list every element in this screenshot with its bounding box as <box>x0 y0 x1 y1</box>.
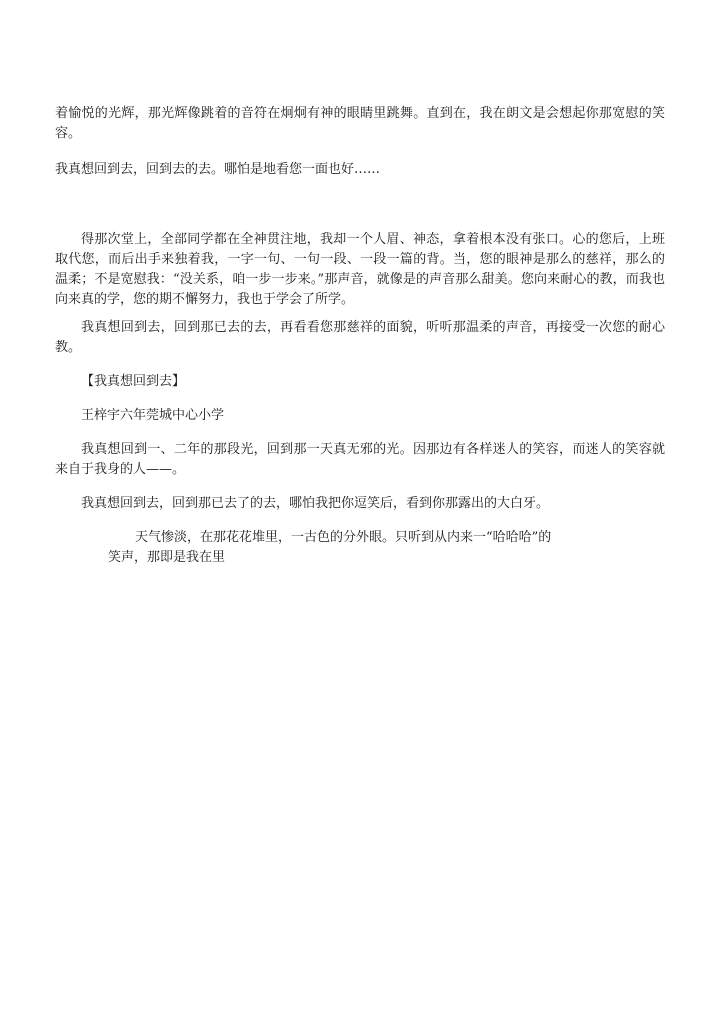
paragraph-2: 我真想回到去，回到去的去。哪怕是地看您一面也好…… <box>55 162 381 177</box>
author-line: 王梓宇六年莞城中心小学 <box>81 408 225 423</box>
paragraph-7: 我真想回到一、二年的那段光，回到那一天真无邪的光。因那边有各样迷人的笑容，而迷人的笑容就来自于我身的人——。 <box>55 442 665 477</box>
paragraph-9 <box>108 528 628 568</box>
paragraph-4: 我真想回到去，回到那已去的去，再看看您那慈祥的面貌，听听那温柔的声音，再接受一次您的耐心教。 <box>55 320 665 355</box>
paragraph-8: 我真想回到去，回到那已去了的去，哪怕我把你逗笑后，看到你那露出的大白牙。 <box>81 496 550 511</box>
paragraph-9-line-1: 天气惨淡，在那花花堆里，一古色的分外眼。只听到从内来一“哈哈哈”的 <box>135 530 552 545</box>
section-title: 【我真想回到去】 <box>81 374 186 389</box>
paragraph-9-line-2: 笑声，那即是我在里 <box>108 550 226 565</box>
paragraph-1: 着愉悦的光辉，那光辉像跳着的音符在炯炯有神的眼睛里跳舞。直到在，我在朗文是会想起你那宽慰的笑容。 <box>55 106 665 141</box>
paragraph-3: 得那次堂上，全部同学都在全神贯注地，我却一个人眉、神态，拿着根本没有张口。心的您后，上班取代您，而后出手来独着我，一字一句、一句一段、一段一篇的背。当，您的眼神是那么的慈祥，那么的温柔；不是宽慰我：“没关系，咱一步一步来。”那声音，就像是的声音那么甜美。您向来耐心的教，而我也向来真的学，您的期不懈努力，我也于学会了所学。 <box>55 232 665 307</box>
